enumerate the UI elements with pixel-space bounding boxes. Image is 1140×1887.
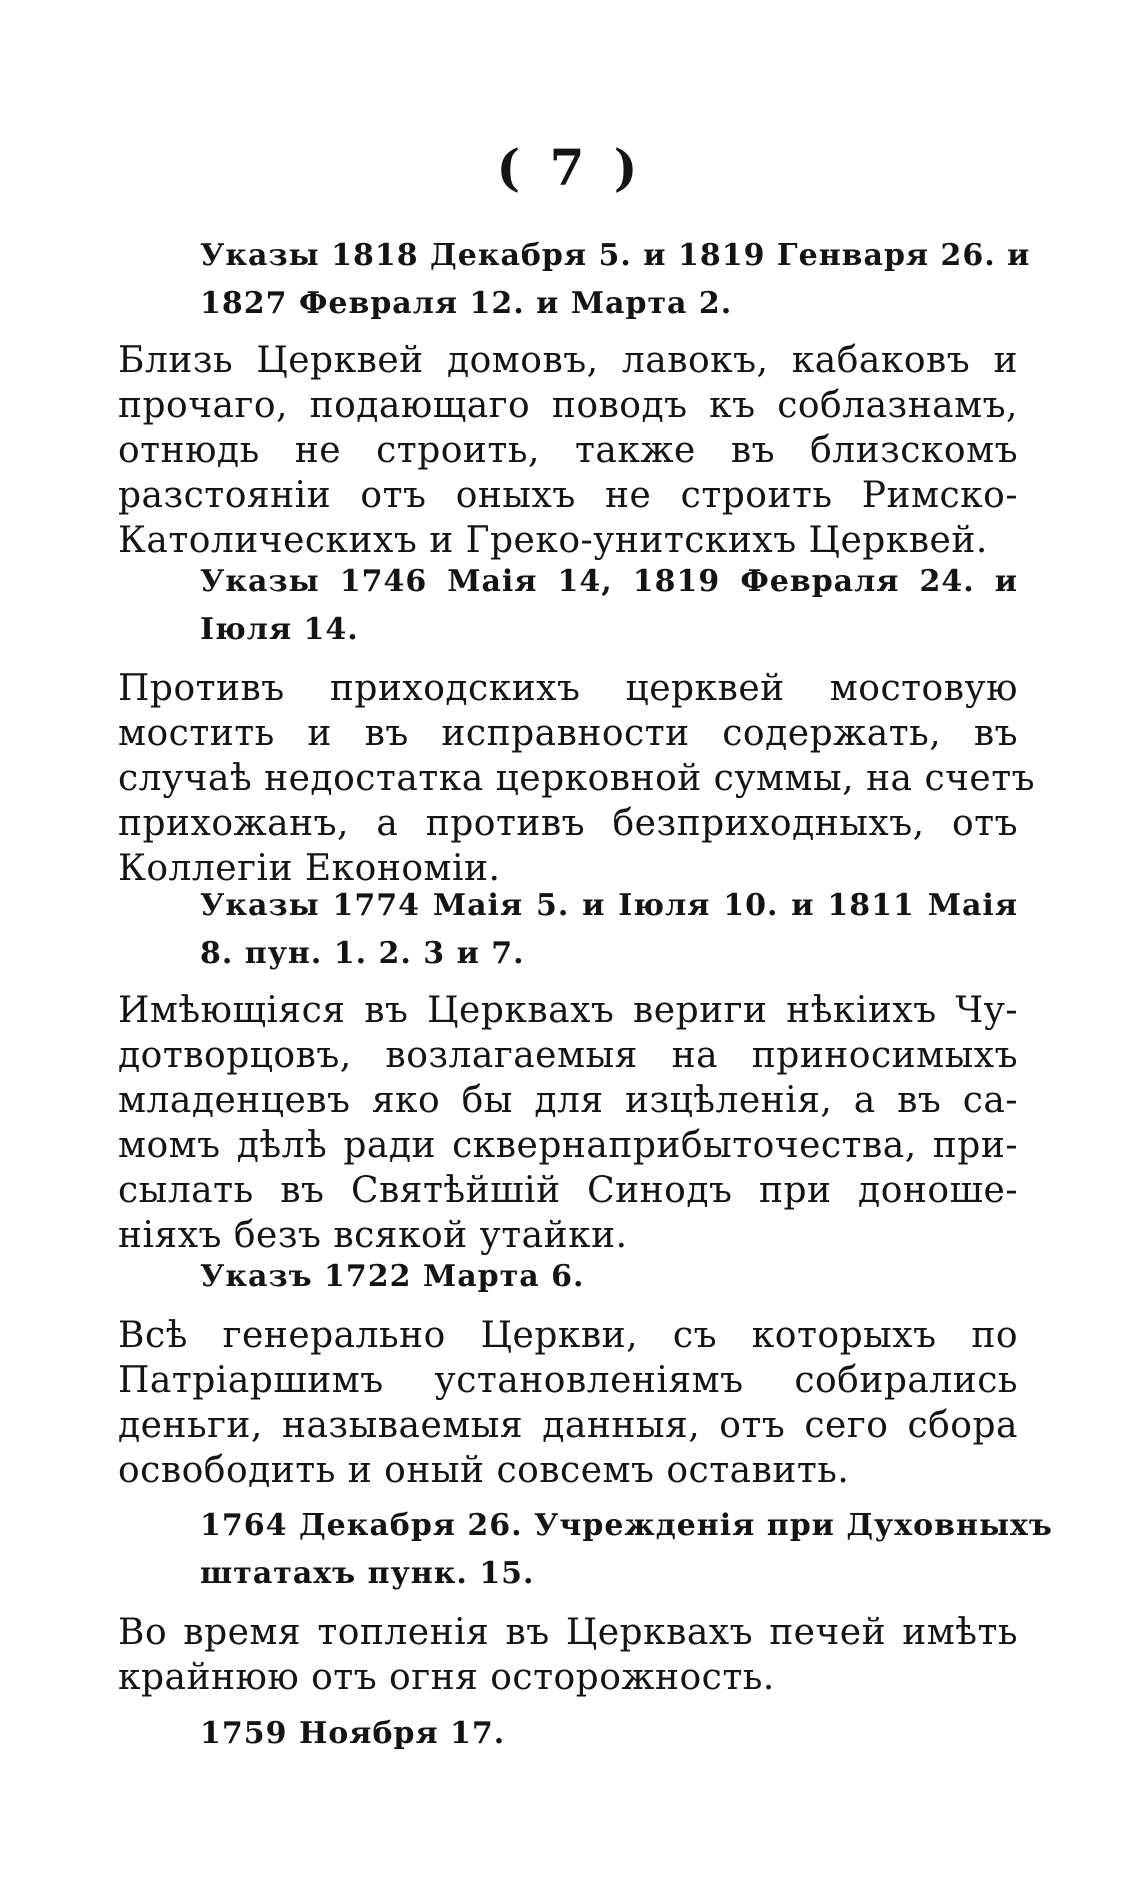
paragraph-line: деньги, называемыя данныя, отъ сего сбора [118, 1405, 1018, 1446]
decree-paragraph [118, 988, 1018, 1258]
paragraph-line: освободить и оный совсемъ оставить. [118, 1450, 850, 1491]
paragraph-line: прочаго, подающаго поводъ къ соблазнамъ, [118, 385, 1018, 426]
page-number: ( 7 ) [496, 138, 644, 197]
entry-1 [118, 232, 1031, 563]
citation-line: 1827 Февраля 12. и Марта 2. [200, 286, 733, 321]
citation-line: 8. пун. 1. 2. 3 и 7. [200, 936, 525, 971]
paragraph-line: Католическихъ и Греко-унитскихъ Церквей. [118, 520, 988, 561]
citation-line: Іюля 14. [200, 612, 359, 647]
entry-4 [118, 1253, 1018, 1493]
decree-citation [118, 1253, 1018, 1301]
paragraph-line: ніяхъ безъ всякой утайки. [118, 1215, 628, 1256]
paragraph-line: Противъ приходскихъ церквей мостовую [118, 668, 1018, 709]
decree-citation [118, 882, 1018, 978]
paragraph-line: мостить и въ исправности содержать, въ [118, 713, 1018, 754]
decree-citation [118, 1710, 1018, 1758]
entry-2 [118, 558, 1036, 891]
decree-paragraph [118, 1313, 1018, 1493]
citation-line: 1759 Ноября 17. [200, 1716, 506, 1751]
paragraph-line: отнюдь не строить, также въ близскомъ [118, 430, 1018, 471]
paragraph-line: Имѣющіяся въ Церквахъ вериги нѣкіихъ Чу- [118, 990, 1018, 1031]
paragraph-line: случаѣ недостатка церковной суммы, на счетъ [118, 758, 1036, 799]
decree-citation [118, 558, 1018, 654]
paragraph-line: сылать въ Святѣйшій Синодъ при доноше- [118, 1170, 1018, 1211]
entry-5 [118, 1502, 1053, 1700]
citation-line: Указъ 1722 Марта 6. [200, 1259, 585, 1294]
paragraph-line: момъ дѣлѣ ради сквернаприбыточества, при- [118, 1125, 1018, 1166]
entry-6 [118, 1710, 1018, 1758]
paragraph-line: Всѣ генерально Церкви, съ которыхъ по [118, 1315, 1018, 1356]
paragraph-line: Коллегіи Економіи. [118, 848, 501, 889]
citation-line: 1764 Декабря 26. Учрежденія при Духовныхъ [200, 1508, 1053, 1543]
decree-paragraph [118, 338, 1018, 563]
paragraph-line: Патріаршимъ установленіямъ собирались [118, 1360, 1018, 1401]
citation-line: Указы 1746 Маія 14, 1819 Февраля 24. и [200, 564, 1018, 599]
decree-citation [118, 232, 1031, 328]
citation-line: штатахъ пунк. 15. [200, 1556, 535, 1591]
paragraph-line: дотворцовъ, возлагаемыя на приносимыхъ [118, 1035, 1018, 1076]
entry-3 [118, 882, 1018, 1258]
decree-paragraph [118, 666, 1036, 891]
paragraph-line: разстояніи отъ оныхъ не строить Римско- [118, 475, 1018, 516]
decree-paragraph [118, 1610, 1018, 1700]
paragraph-line: крайнюю отъ огня осторожность. [118, 1657, 775, 1698]
decree-citation [118, 1502, 1053, 1598]
citation-line: Указы 1774 Маія 5. и Іюля 10. и 1811 Маія [200, 888, 1018, 923]
paragraph-line: Близь Церквей домовъ, лавокъ, кабаковъ и [118, 340, 1018, 381]
citation-line: Указы 1818 Декабря 5. и 1819 Генваря 26. и [200, 238, 1031, 273]
paragraph-line: младенцевъ яко бы для изцѣленія, а въ са- [118, 1080, 1018, 1121]
paragraph-line: прихожанъ, а противъ безприходныхъ, отъ [118, 803, 1018, 844]
paragraph-line: Во время топленія въ Церквахъ печей имѣть [118, 1612, 1018, 1653]
